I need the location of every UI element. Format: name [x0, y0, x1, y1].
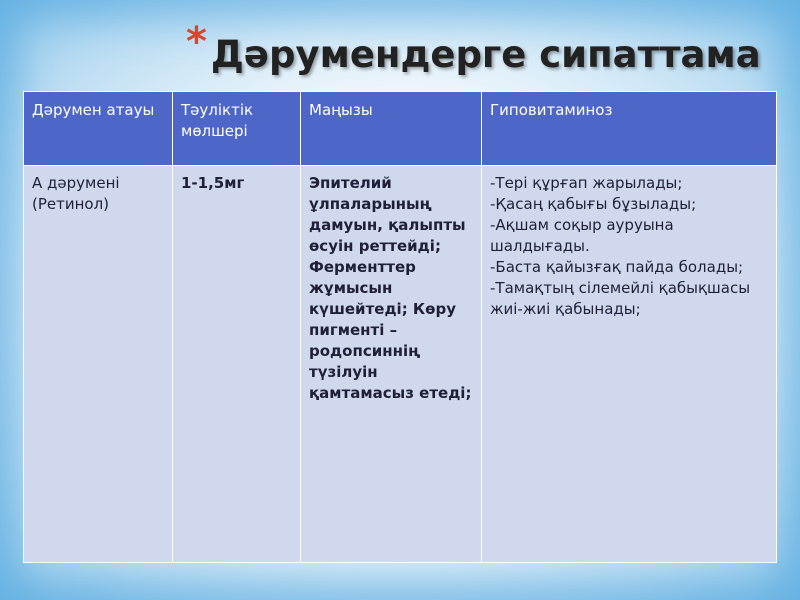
cell-importance: Эпителий ұлпаларының дамуын, қалыпты өсуін реттейді; Ферменттер жұмысын күшейтеді; Көру пигменті – родопсиннің түзілуін қамтамасыз етеді;: [301, 166, 482, 563]
vitamin-table: [23, 91, 777, 563]
header-hypovitaminosis: Гиповитаминоз: [482, 92, 777, 166]
table-header-row: [24, 92, 777, 166]
hypo-item: -Тамақтың сілемейлі қабықшасы жиі-жиі қабынады;: [490, 279, 751, 318]
cell-hypovitaminosis: [482, 166, 777, 563]
hypo-item: -Қасаң қабығы бұзылады;: [490, 195, 697, 213]
hypo-item: -Тері құрғап жарылады;: [490, 174, 683, 192]
hypo-item: -Ақшам соқыр ауруына шалдығады.: [490, 216, 674, 255]
slide-title-area: [186, 18, 761, 78]
asterisk-bullet-icon: *: [186, 19, 207, 65]
table-row: [24, 166, 777, 563]
slide-title: Дәрумендерге сипаттама: [210, 33, 761, 76]
cell-vitamin-name: А дәрумені (Ретинол): [24, 166, 173, 563]
hypo-item: -Баста қайызғақ пайда болады;: [490, 258, 744, 276]
cell-daily-dose: 1-1,5мг: [173, 166, 301, 563]
header-importance: Маңызы: [301, 92, 482, 166]
header-daily-dose: Тәуліктік мөлшері: [173, 92, 301, 166]
header-vitamin-name: Дәрумен атауы: [24, 92, 173, 166]
